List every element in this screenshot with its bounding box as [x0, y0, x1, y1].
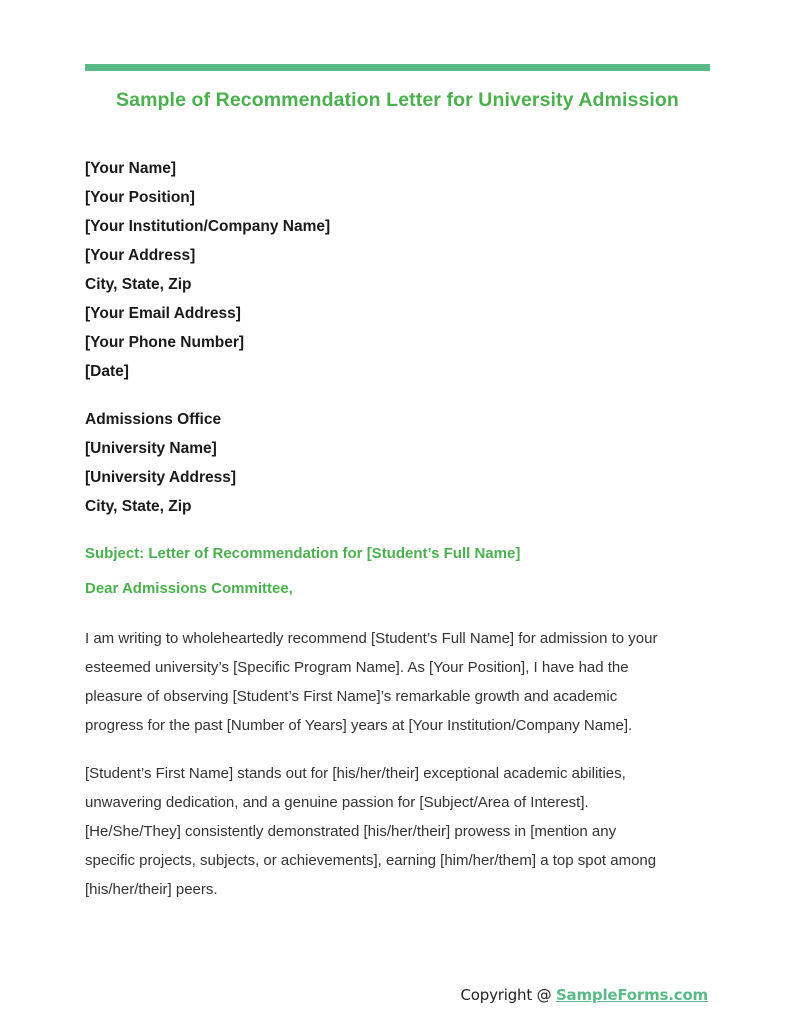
recipient-university-name: [University Name] — [85, 440, 217, 457]
salutation: Dear Admissions Committee, — [85, 580, 293, 597]
paragraph-line: progress for the past [Number of Years] years at [Your Institution/Company Name]. — [85, 717, 633, 734]
recipient-university-address: [University Address] — [85, 469, 237, 486]
body-paragraph — [85, 759, 715, 904]
sender-name: [Your Name] — [85, 160, 177, 177]
copyright-label: Copyright @ — [460, 986, 556, 1004]
recipient-city-state-zip: City, State, Zip — [85, 498, 192, 515]
subject-line: Subject: Letter of Recommendation for [Student’s Full Name] — [85, 545, 521, 562]
sender-address-block — [85, 154, 330, 386]
sender-address: [Your Address] — [85, 247, 196, 264]
sender-institution: [Your Institution/Company Name] — [85, 218, 331, 235]
paragraph-line: [He/She/They] consistently demonstrated [his/her/their] prowess in [mention any — [85, 823, 617, 840]
body-paragraph — [85, 624, 715, 740]
sender-phone: [Your Phone Number] — [85, 334, 245, 351]
sender-email: [Your Email Address] — [85, 305, 241, 322]
header-divider-bar — [85, 64, 710, 71]
paragraph-line: [Student’s First Name] stands out for [his/her/their] exceptional academic abilities, — [85, 765, 626, 782]
sender-position: [Your Position] — [85, 189, 195, 206]
recipient-office: Admissions Office — [85, 411, 222, 428]
sender-city-state-zip: City, State, Zip — [85, 276, 192, 293]
document-title: Sample of Recommendation Letter for University Admission — [116, 89, 679, 111]
paragraph-line: [his/her/their] peers. — [85, 881, 218, 898]
copyright-footer — [461, 986, 708, 1004]
paragraph-line: pleasure of observing [Student’s First Name]’s remarkable growth and academic — [85, 688, 618, 705]
paragraph-line: specific projects, subjects, or achievements], earning [him/her/them] a top spot among — [85, 852, 657, 869]
sampleforms-link[interactable]: SampleForms.com — [555, 986, 708, 1004]
paragraph-line: unwavering dedication, and a genuine passion for [Subject/Area of Interest]. — [85, 794, 589, 811]
paragraph-line: I am writing to wholeheartedly recommend [Student’s Full Name] for admission to your — [85, 630, 658, 647]
letter-date: [Date] — [85, 363, 129, 380]
recipient-address-block — [85, 405, 236, 521]
paragraph-line: esteemed university’s [Specific Program Name]. As [Your Position], I have had the — [85, 659, 629, 676]
